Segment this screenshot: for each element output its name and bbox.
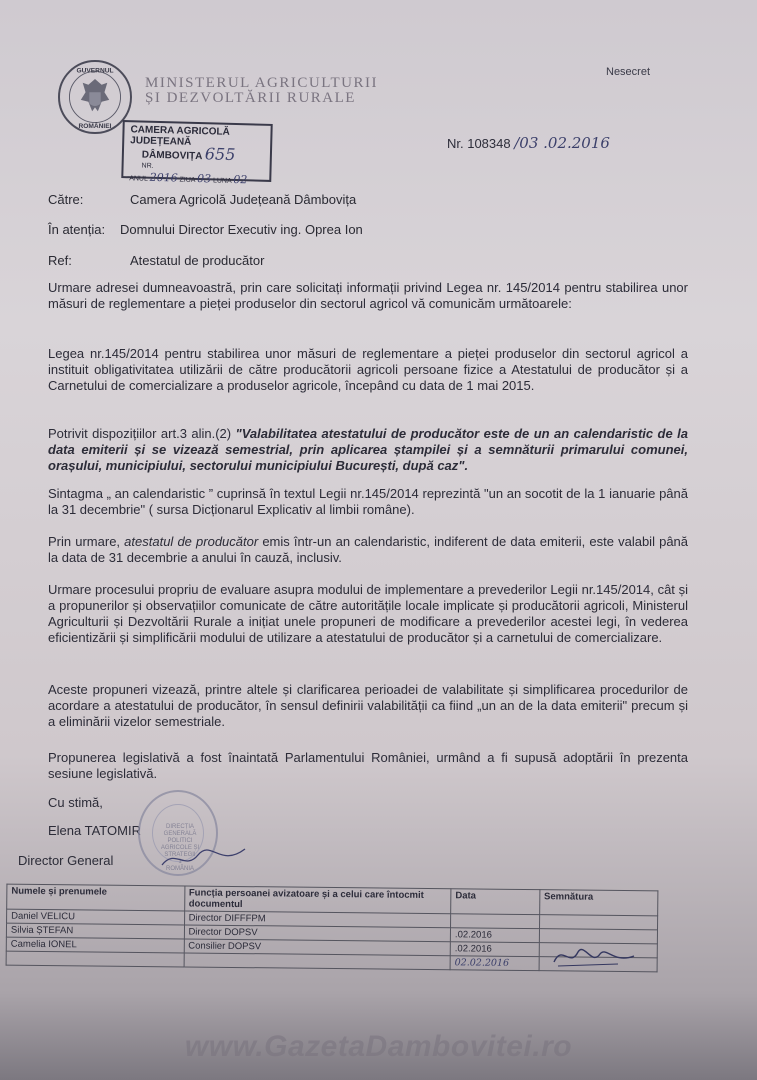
ministry-line-1: MINISTERUL AGRICULTURII: [145, 75, 378, 91]
reference-prefix: Nr. 108348: [447, 136, 511, 151]
catre-label: Către:: [48, 192, 84, 207]
round-stamp-number: 1: [178, 859, 182, 865]
registration-stamp: [121, 120, 272, 187]
stamp-line-2: DÂMBOVIȚA: [141, 149, 203, 163]
signatory-name: Elena TATOMIR: [48, 823, 141, 838]
watermark-text: www.GazetaDambovitei.ro: [184, 1030, 573, 1063]
paragraph-5: [48, 534, 688, 566]
stamp-anul-value: 2016: [149, 170, 178, 185]
stamp-luna-label: LUNA: [212, 177, 232, 185]
paragraph-1: Urmare adresei dumneavoastră, prin care solicitați informații privind Legea nr. 145/2014 pentru stabilirea unor măsuri de reglementare a pieței produselor din sectorul agricol vă comunicăm următoarele:: [48, 280, 688, 311]
table-cell: [539, 915, 657, 930]
paragraph-2: Legea nr.145/2014 pentru stabilirea unor măsuri de reglementare a pieței produselor din sectorul agricol a instituit obligativitatea utilizării de către producătorii agricoli persoane fizice a Atestatului de producător și a Carnetului de comercializare a produselor agricole, începând cu data de 1 mai 2015.: [48, 346, 688, 393]
round-stamp-country: ROMÂNIA: [165, 866, 194, 872]
stamp-nr-label: NR.: [141, 162, 154, 170]
atentia-label: În atenția:: [48, 222, 106, 237]
table-cell: Consilier DOPSV: [184, 939, 451, 956]
reference-number: [447, 134, 610, 152]
stamp-ziua-value: 03: [196, 172, 212, 186]
handwritten-signature-icon: [548, 938, 638, 972]
table-cell: Camelia IONEL: [6, 937, 184, 953]
paragraph-4: Sintagma „ an calendaristic ” cuprinsă în textul Legii nr.145/2014 reprezintă "un an socotit de la 1 ianuarie până la 31 decembrie" ( sursa Dicționarul Explicativ al limbii române).: [48, 486, 688, 517]
stamp-ziua-label: ZIUA: [179, 176, 196, 184]
government-crest-icon: [58, 60, 132, 134]
table-cell: Silvia ȘTEFAN: [6, 923, 184, 939]
atentia-value: Domnului Director Executiv ing. Oprea Ion: [120, 222, 363, 237]
table-cell: [6, 951, 184, 967]
table-cell: .02.2016: [450, 928, 539, 943]
table-header-function: Funcția persoanei avizatoare și a celui care întocmit documentul: [184, 886, 451, 914]
director-signature-icon: [160, 843, 250, 873]
stamp-luna-value: 02: [233, 172, 248, 187]
ref-value: Atestatul de producător: [130, 253, 265, 268]
table-cell: 02.02.2016: [450, 956, 539, 971]
paragraph-3-plain: Potrivit dispozițiilor art.3 alin.(2): [48, 426, 236, 441]
reference-date: /03 .02.2016: [514, 134, 610, 152]
table-cell: [451, 914, 540, 929]
table-cell: Director DIFFFPM: [184, 911, 451, 928]
table-cell: Daniel VELICU: [7, 909, 185, 925]
stamp-line-1: CAMERA AGRICOLĂ JUDEȚEANĂ: [130, 124, 230, 148]
stamp-anul-label: ANUL: [129, 175, 148, 183]
paragraph-6: Urmare procesului propriu de evaluare asupra modului de implementare a prevederilor Legii nr.145/2014, cât și a propunerilor și observațiilor comunicate de către autoritățile locale implicate și producătorii agricoli, Ministerul Agriculturii și Dezvoltării Rurale a inițiat unele propuneri de modificare a prevederilor acestei legi, în vederea eficientizării și simplificării modului de utilizare a atestatului de producător și a carnetului de comercializare.: [48, 582, 688, 645]
paragraph-7: Aceste propuneri vizează, printre altele și clarificarea perioadei de valabilitate și simplificarea procedurilor de acordare a atestatului de producător, în sensul definirii valabilității ca fiind „un an de la data emiterii" precum și a eliminării vizelor semestriale.: [48, 682, 688, 729]
table-header-date: Data: [451, 889, 540, 915]
closing-greeting: Cu stimă,: [48, 795, 103, 810]
paragraph-5-italic: atestatul de producător: [124, 534, 259, 549]
paragraph-3: [48, 426, 688, 474]
stamp-nr-value: 655: [204, 144, 236, 165]
catre-value: Camera Agricolă Județeană Dâmbovița: [130, 192, 357, 207]
ref-label: Ref:: [48, 253, 72, 268]
ministry-line-2: ȘI DEZVOLTĂRII RURALE: [145, 90, 356, 106]
table-cell: [184, 953, 451, 970]
paragraph-5-plain-1: Prin urmare,: [48, 534, 125, 549]
table-cell: .02.2016: [450, 942, 539, 957]
crest-text-bottom: ROMÂNIEI: [78, 123, 112, 131]
paragraph-8: Propunerea legislativă a fost înaintată Parlamentului României, urmând a fi supusă adoptării în prezenta sesiune legislativă.: [48, 750, 688, 781]
classification-label: Nesecret: [606, 66, 651, 78]
paragraph-5-plain-2: emis într-un an calendaristic, indiferent de data emiterii, este valabil până la data de 31 decembrie a anului în cauză, inclusiv.: [48, 534, 689, 565]
paragraph-3-quote: "Valabilitatea atestatului de producător este de un an calendaristic de la data emiterii și se vizează semestrial, prin aplicarea ștampilei și a semnăturii primarului comunei, orașului, municipiului, sectorului municipiului București, după caz".: [48, 426, 689, 473]
ministry-name: [145, 76, 378, 106]
table-cell: Director DOPSV: [184, 925, 451, 942]
signatory-title: Director General: [18, 853, 114, 868]
crest-text-top: GUVERNUL: [76, 67, 114, 75]
table-header-name: Numele și prenumele: [7, 884, 185, 911]
table-header-signature: Semnătura: [539, 890, 658, 916]
round-stamp-text: DIRECȚIA GENERALĂ POLITICI AGRICOLE ȘI STRATEGII: [160, 824, 200, 858]
